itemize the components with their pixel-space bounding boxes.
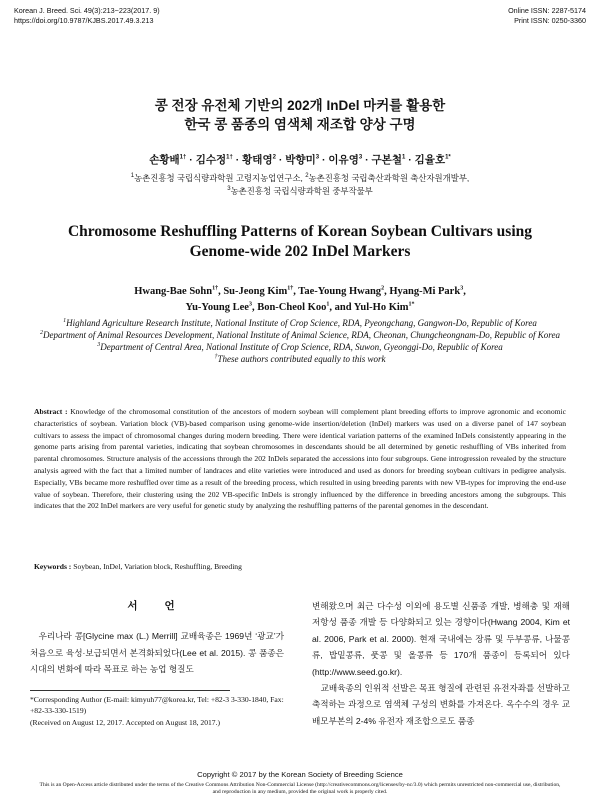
- body-right-column: [312, 598, 570, 729]
- author-en: Tae-Young Hwang$^2$,: [298, 285, 390, 297]
- korean-title-line2: 한국 콩 품종의 염색체 재조합 양상 구명: [184, 117, 416, 132]
- abstract-text: Knowledge of the chromosomal constitution of the ancestors of modern soybean will complement plant breeding efforts to improve agronomic and economic characteristics of soybean. Variation block (VB)-based comparison using genome-wide insertion/deletion (InDel) markers was used on a diverse panel of 147 soybean cultivars to assess the impact of chromosomal changes during modern breeding. There were identical variation patterns of the examined InDels consistently appearing in the genome parts arising from parental varieties, indicating that soybean chromosomes in descendants should be all determined by genetic reshuffling of VBs inherited from parental chromosomes. Structure analysis of the accessions through the 202 InDels separated the accessions into four subgroups. Gene introgression revealed by the structure analysis agreed with the fact that a limited number of landraces and elite varieties were introduced and used as donors for breeding soybean cultivars in pedigree analysis. Especially, VBs became more reshuffled over time as a result of the breeding process, which resulted in using breeding parents with new VB-types for improving the end-use value of soybean. Therefore, their clustering using the 202 VB-specific InDels is strongly influenced by the difference in breeding ancestors among the subgroups. This indicates that the 202 InDel markers are very useful for genetic study by analyzing the reshuffling patterns of the parental genomes in the descendant.: [34, 407, 566, 511]
- author-en: Hwang-Bae Sohn$^{1\dagger}$,: [134, 285, 224, 297]
- footnote: [30, 694, 286, 728]
- affiliation-2: $^2$Department of Animal Resources Development, National Institute of Animal Science, RDA, Cheonan, Chungcheongnam-Do, Republic of Korea: [40, 330, 560, 340]
- korean-title-line1: 콩 전장 유전체 기반의 202개 InDel 마커를 활용한: [154, 98, 446, 113]
- author-kr: 구본철$^1$: [371, 154, 406, 166]
- author-en: Yul-Ho Kim$^{1*}$: [353, 301, 415, 313]
- license-notice: This is an Open-Access article distributed under the terms of the Creative Commons Attribution Non-Commercial License (http://creativecommons.org/licenses/by-nc/3.0) which permits unrestricted non-commercial use, distribution, and reproduction in any medium, provided the original work is properly cited.: [39, 782, 561, 795]
- keywords: [34, 562, 566, 571]
- author-kr: 김율호$^{1*}$: [414, 154, 451, 166]
- corresponding-author: *Corresponding Author (E-mail: kimyuh77@korea.kr, Tel: +82-3 3-330-1840, Fax: +82-33-330-1519): [30, 695, 284, 716]
- author-kr: 김수정$^{1\dagger}$: [195, 154, 233, 166]
- affiliation-1: $^1$Highland Agriculture Research Institute, National Institute of Crop Science, RDA, Pyeongchang, Gangwon-Do, Republic of Korea: [63, 318, 537, 328]
- online-issn: Online ISSN: 2287-5174: [508, 6, 586, 15]
- english-authors-line1: [30, 284, 570, 300]
- author-kr: 이유영$^3$: [328, 154, 363, 166]
- intro-paragraph-1: 우리나라 콩[Glycine max (L.) Merrill] 교배육종은 1969년 ‘광교’가 처음으로 육성·보급되면서 본격화되었다(Lee et al. 2015). 콩 품종은 시대의 변화에 따라 목표로 하는 농업 형질도: [30, 631, 284, 675]
- copyright-icon: ©: [231, 770, 238, 779]
- abstract: [34, 406, 566, 512]
- korean-affiliation-line1: $^1$농촌진흥청 국립식량과학원 고령지농업연구소, $^2$농촌진흥청 국립축산과학원 축산자원개발부,: [130, 173, 470, 183]
- english-authors: [30, 284, 570, 315]
- author-en: Hyang-Mi Park$^3$,: [389, 285, 466, 297]
- author-kr: 박향미$^3$: [285, 154, 320, 166]
- header-right: [508, 6, 586, 26]
- keywords-label: Keywords :: [34, 562, 72, 571]
- print-issn: Print ISSN: 0250-3360: [514, 16, 586, 25]
- english-authors-line2: [30, 300, 570, 316]
- english-title-line2: Genome-wide 202 InDel Markers: [189, 243, 411, 260]
- copyright: Copyright © 2017 by the Korean Society of Breeding Science: [197, 770, 403, 779]
- intro-paragraph-1-continued: 변해왔으며 최근 다수성 이외에 용도별 신품종 개발, 병해충 및 재해 저항성 품종 개발 등 다양화되고 있는 경향이다(Hwang 2004, Kim et al. 2006, Park et al. 2000). 현재 국내에는 장류 및 두부콩류, 나물콩류, 밥밑콩류, 풋콩 및 올콩류 등 170개 품종이 등록되어 있다(http://www.seed.go.kr).: [312, 601, 570, 677]
- section-heading-introduction: 서 언: [127, 600, 187, 612]
- author-en: Su-Jeong Kim$^{1\dagger}$,: [223, 285, 299, 297]
- intro-paragraph-2: 교배육종의 인위적 선발은 목표 형질에 관련된 유전자좌를 선발하고 축적하는 과정으로 염색체 구성의 변화를 가져온다. 옥수수의 경우 교배모부본의 2-4% 유전자 재조합으로도 품종: [312, 683, 570, 726]
- doi-link[interactable]: https://doi.org/10.9787/KJBS.2017.49.3.213: [14, 16, 154, 25]
- equal-contribution-note: †These authors contributed equally to this work: [214, 354, 386, 364]
- header-left: [14, 6, 160, 26]
- english-title: [30, 222, 570, 262]
- received-accepted-dates: (Received on August 12, 2017. Accepted on August 18, 2017.): [30, 717, 221, 727]
- author-kr: 황태영$^2$: [242, 154, 276, 166]
- keywords-text: Soybean, InDel, Variation block, Reshuffling, Breeding: [73, 562, 242, 571]
- author-kr: 손황배$^{1\dagger}$: [149, 154, 187, 166]
- english-affiliations: [40, 318, 560, 366]
- korean-title: [0, 96, 600, 134]
- footnote-rule: [30, 690, 230, 691]
- author-en: Yu-Young Lee$^3$,: [185, 301, 258, 313]
- english-title-line1: Chromosome Reshuffling Patterns of Korean Soybean Cultivars using: [67, 223, 533, 240]
- author-en: Bon-Cheol Koo$^1$, and: [257, 301, 354, 313]
- abstract-label: Abstract :: [34, 407, 68, 416]
- body-left-column: [30, 598, 284, 678]
- affiliation-3: $^3$Department of Central Area, National Institute of Crop Science, RDA, Suwon, Gyeonggi-Do, Republic of Korea: [97, 342, 503, 352]
- korean-affiliations: [0, 172, 600, 197]
- journal-citation: Korean J. Breed. Sci. 49(3):213~223(2017. 9): [14, 6, 160, 15]
- korean-affiliation-line2: $^3$농촌진흥청 국립식량과학원 중부작물부: [227, 185, 373, 196]
- korean-authors: 손황배$^{1\dagger}$ · 김수정$^{1\dagger}$ · 황태영$^2$ · 박향미$^3$ · 이유영$^3$ · 구본철$^1$ · 김율호$^{1*}$: [149, 154, 451, 166]
